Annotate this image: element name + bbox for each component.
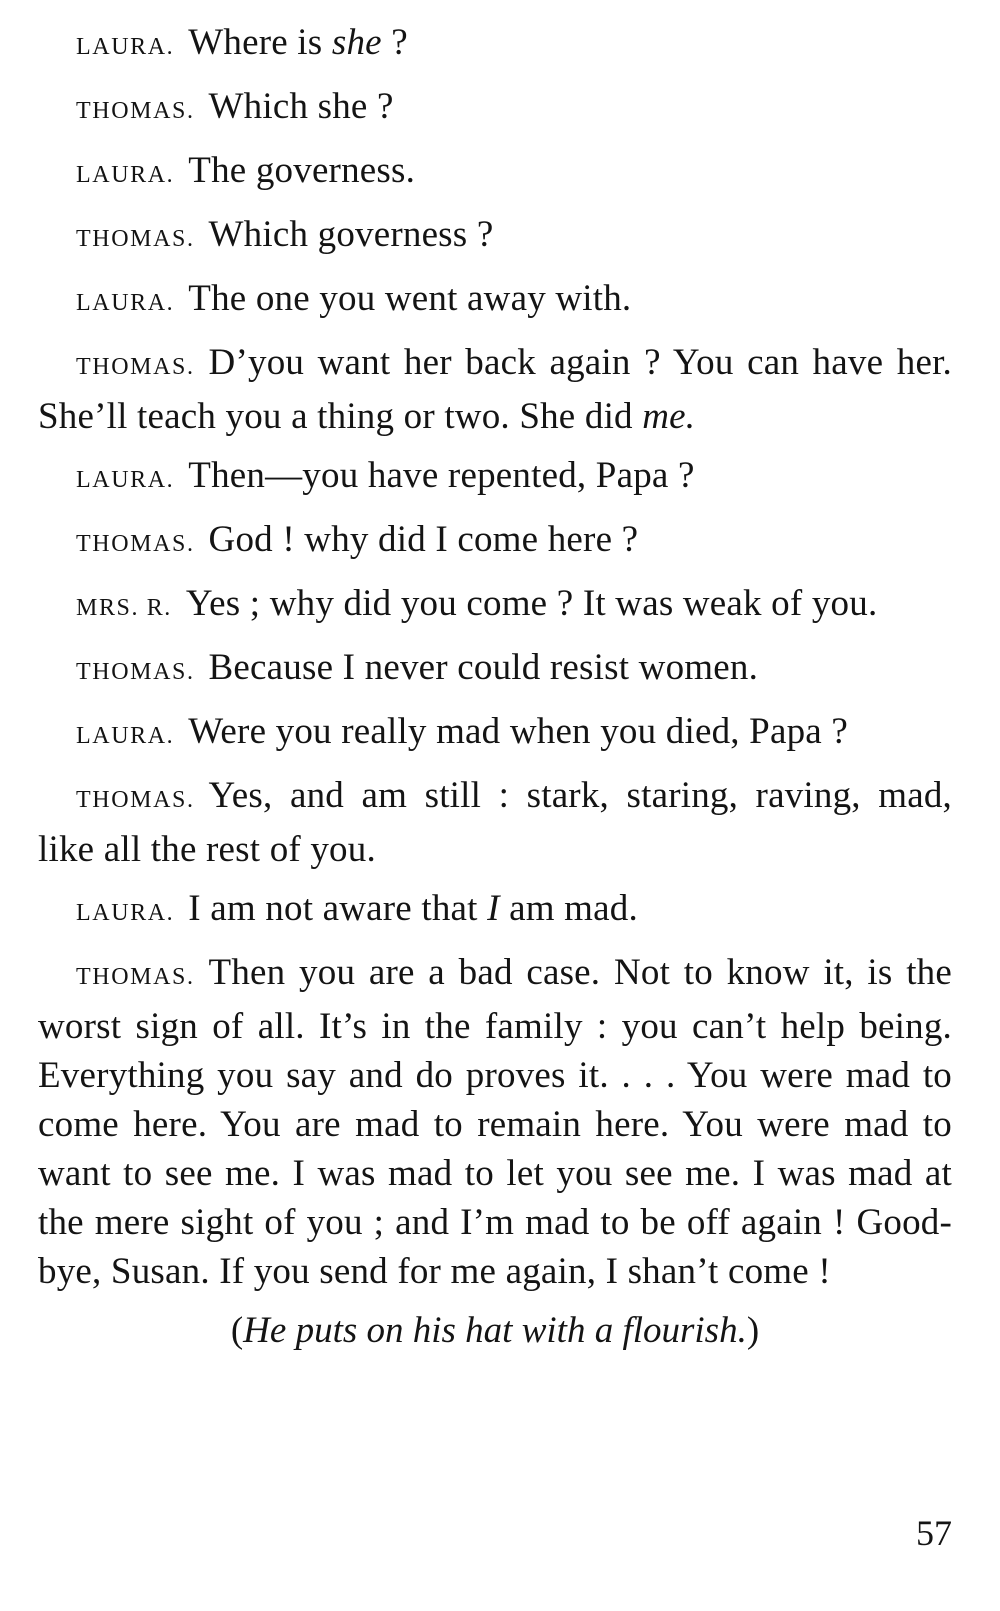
speech-text: Which governess ? xyxy=(208,214,494,255)
speaker-name: THOMAS. xyxy=(76,531,195,557)
dialogue-line xyxy=(38,338,952,441)
dialogue-line xyxy=(38,18,952,72)
dialogue-line xyxy=(38,707,952,761)
page-number: 57 xyxy=(916,1513,952,1553)
speech-text: I am not aware that xyxy=(188,888,488,929)
speech-text: D’you want her back again ? You can have her. She’ll teach you a thing or two. She did xyxy=(38,342,952,437)
speaker-name: MRS. R. xyxy=(76,595,172,621)
dialogue-line xyxy=(38,515,952,569)
speaker-name: THOMAS. xyxy=(76,787,195,813)
speech-text: Then—you have repented, Papa ? xyxy=(188,455,695,496)
speech-text: The governess. xyxy=(188,150,416,191)
dialogue-line xyxy=(38,643,952,697)
dialogue-line xyxy=(38,146,952,200)
speech-text: am mad. xyxy=(499,888,638,929)
dialogue-line xyxy=(38,579,952,633)
play-page xyxy=(38,18,952,1355)
stage-direction-text: He puts on his hat with a flourish. xyxy=(243,1310,747,1351)
parenthesis: ( xyxy=(230,1310,244,1351)
dialogue-line xyxy=(38,210,952,264)
dialogue-line xyxy=(38,274,952,328)
speech-text: Because I never could resist women. xyxy=(208,647,759,688)
stage-direction xyxy=(38,1306,952,1355)
speech-text: Which she ? xyxy=(208,86,394,127)
speech-text: Then you are a bad case. Not to know it, is the worst sign of all. It’s in the family : you can’t help being. Everything you say and do proves it. . . . You were mad to come here. You are mad to remain here. You were mad to want to see me. I was mad to let you see me. I was mad at the mere sight of you ; and I’m mad to be off again ! Good-bye, Susan. If you send for me again, I shan’t come ! xyxy=(38,952,952,1292)
dialogue-line xyxy=(38,82,952,136)
speaker-name: LAURA. xyxy=(76,34,175,60)
dialogue-line xyxy=(38,884,952,938)
speech-text: The one you went away with. xyxy=(188,278,632,319)
speaker-name: THOMAS. xyxy=(76,226,195,252)
speech-text: ? xyxy=(381,22,408,63)
speech-text: God ! why did I come here ? xyxy=(208,519,639,560)
speech-text: Yes, and am still : stark, staring, raving, mad, like all the rest of you. xyxy=(38,775,952,870)
emphasis-text: me. xyxy=(642,396,696,437)
speaker-name: LAURA. xyxy=(76,290,175,316)
speech-text: Were you really mad when you died, Papa ? xyxy=(188,711,848,752)
speaker-name: LAURA. xyxy=(76,162,175,188)
emphasis-text: I xyxy=(487,888,500,929)
dialogue-line xyxy=(38,451,952,505)
speaker-name: LAURA. xyxy=(76,900,175,926)
speech-text: Where is xyxy=(188,22,332,63)
parenthesis: ) xyxy=(746,1310,760,1351)
dialogue-line xyxy=(38,948,952,1296)
speaker-name: THOMAS. xyxy=(76,354,195,380)
speaker-name: THOMAS. xyxy=(76,98,195,124)
speaker-name: THOMAS. xyxy=(76,964,195,990)
dialogue-line xyxy=(38,771,952,874)
speaker-name: LAURA. xyxy=(76,723,175,749)
speaker-name: LAURA. xyxy=(76,467,175,493)
speech-text: Yes ; why did you come ? It was weak of you. xyxy=(185,583,878,624)
speaker-name: THOMAS. xyxy=(76,659,195,685)
emphasis-text: she xyxy=(331,22,382,63)
